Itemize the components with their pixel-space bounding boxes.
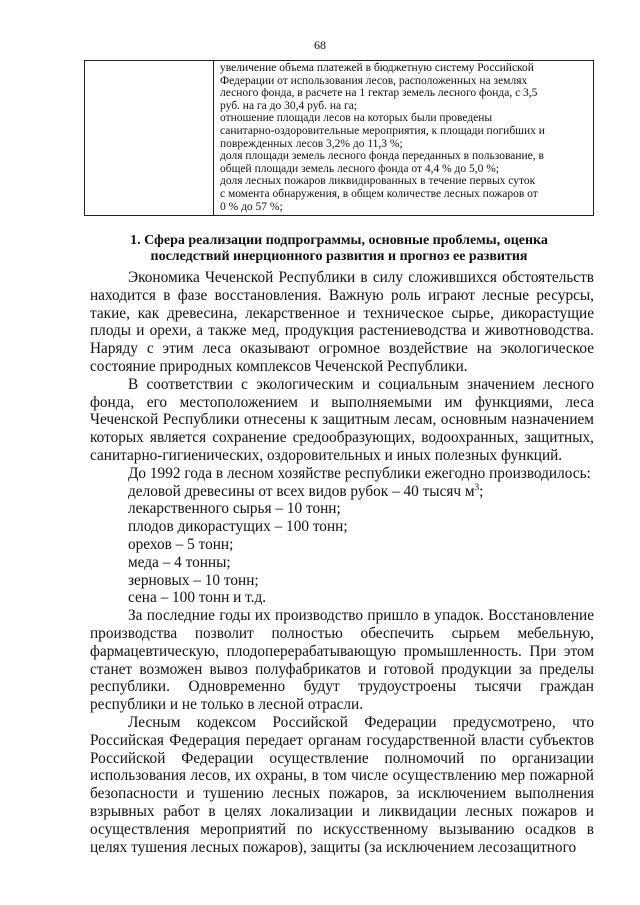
section-heading-line: 1. Сфера реализации подпрограммы, основные проблемы, оценка	[130, 233, 548, 248]
production-item: орехов – 5 тонн;	[128, 535, 234, 553]
body-text	[90, 269, 594, 856]
paragraph-forest-code: Лесным кодексом Российской Федерации предусмотрено, что Российская Федерация передает органам государственной власти субъектов Российской Федерации осуществление полномочий по организации использования лесов, их охраны, в том числе осуществлению мер пожарной безопасности и тушению лесных пожаров, за исключением выполнения взрывных работ в целях локализации и ликвидации лесных пожаров и осуществления мероприятий по искусственному вызыванию осадков в целях тушения лесных пожаров), защиты (за исключением лесозащитного	[90, 713, 594, 856]
production-item: зерновых – 10 тонн;	[128, 571, 259, 589]
paragraph-decline: За последние годы их производство пришло в упадок. Восстановление производства позволит полностью обеспечить сырьем мебельную, фармацевтическую, плодоперерабатывающую промышленность. При этом станет возможен вывоз полуфабрикатов и готовой продукции за пределы республики. Одновременно будут трудоустроены тысячи граждан республики и не только в лесной отрасли.	[90, 607, 594, 714]
production-item: меда – 4 тонны;	[128, 553, 231, 571]
table-cell-line: поврежденных лесов 3,2% до 11,3 %;	[220, 137, 403, 150]
table-cell-line: доля площади земель лесного фонда переданных в пользование, в	[220, 150, 544, 163]
table-cell-line: доля лесных пожаров ликвидированных в течение первых суток	[220, 175, 536, 188]
section-heading	[84, 233, 594, 265]
section-heading-line: последствий инерционного развития и прогноз ее развития	[150, 249, 528, 264]
table-cell-line: санитарно-оздоровительные мероприятия, к площади погибших и	[220, 124, 545, 137]
table-cell-line: общей площади земель лесного фонда от 4,4 % до 5,0 %;	[220, 162, 500, 175]
paragraph-forest-fund: В соответствии с экологическим и социальным значением лесного фонда, его местоположением и выполняемыми им функциями, леса Чеченской Республики отнесены к защитным лесам, основным назначением которых является сохранение средообразующих, водоохранных, защитных, санитарно-гигиенических, оздоровительных и иных полезных функций.	[90, 375, 594, 464]
continuation-table	[84, 60, 594, 216]
paragraph-economy: Экономика Чеченской Республики в силу сложившихся обстоятельств находится в фазе восстановления. Важную роль играют лесные ресурсы, такие, как древесина, лекарственное и техническое сырье, дикорастущие плоды и орехи, а также мед, продукция растениеводства и животноводства. Наряду с этим леса оказывают огромное воздействие на экологическое состояние природных комплексов Чеченской Республики.	[90, 269, 594, 375]
table-cell-line: увеличение объема платежей в бюджетную систему Российской	[220, 62, 534, 74]
table-cell-indicators	[214, 61, 594, 216]
table-cell-line: Федерации от использования лесов, расположенных на землях	[220, 74, 528, 87]
production-item: сена – 100 тонн и т.д.	[128, 589, 267, 607]
table-cell-line: лесного фонда, в расчете на 1 гектар земель лесного фонда, с 3,5	[220, 87, 538, 100]
production-item-wood-end: ;	[479, 482, 484, 500]
page-number: 68	[314, 38, 326, 52]
table-cell-line: 0 % до 57 %;	[220, 200, 283, 213]
table-cell-line: отношение площади лесов на которых были проведены	[220, 112, 493, 125]
table-cell-line: руб. на га до 30,4 руб. на га;	[220, 99, 358, 112]
cubic-superscript: 3	[474, 481, 480, 492]
table-cell-line: с момента обнаружения, в общем количестве лесных пожаров от	[220, 187, 538, 200]
table-cell-empty	[85, 61, 214, 216]
production-item-wood-text: деловой древесины от всех видов рубок – 40 тысяч м	[128, 482, 475, 500]
production-item: лекарственного сырья – 10 тонн;	[128, 500, 341, 518]
production-item-wood	[90, 483, 594, 501]
production-item: плодов дикорастущих – 100 тонн;	[128, 518, 348, 536]
table-row	[85, 61, 594, 216]
paragraph-production-intro: До 1992 года в лесном хозяйстве республики ежегодно производилось:	[128, 464, 591, 482]
